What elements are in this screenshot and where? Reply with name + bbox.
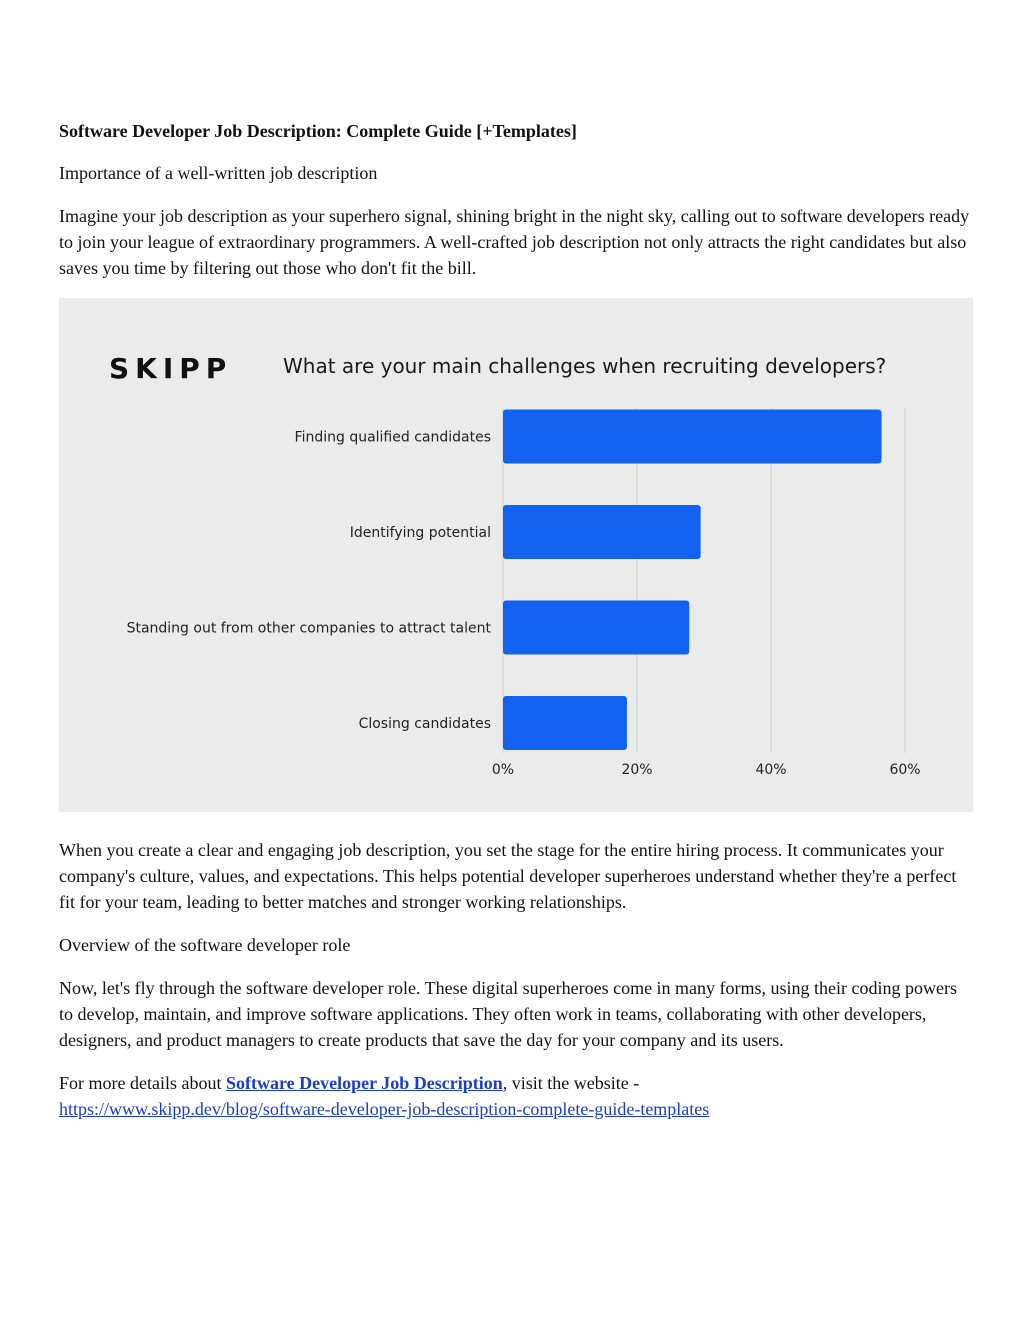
more-details-suffix: , visit the website - bbox=[502, 1073, 640, 1093]
bar-4 bbox=[503, 696, 627, 750]
document-title: Software Developer Job Description: Complete Guide [+Templates] bbox=[59, 121, 577, 141]
category-label-3: Standing out from other companies to attract talent bbox=[126, 620, 491, 637]
tick-label-20: 20% bbox=[621, 762, 653, 778]
category-label-4: Closing candidates bbox=[358, 716, 491, 732]
paragraph-intro: Imagine your job description as your superhero signal, shining bright in the night sky, calling out to software developers ready to join your league of extraordinary programmers. A well-crafted job description not only attracts the right candidates but also saves you time by filtering out those who don't fit the bill. bbox=[59, 206, 970, 278]
paragraph-overview: Now, let's fly through the software developer role. These digital superheroes come in many forms, using their coding powers to develop, maintain, and improve software applications. They often work in teams, collaborating with other developers, designers, and product managers to create products that save the day for your company and its users. bbox=[59, 978, 958, 1050]
bar-1 bbox=[503, 410, 882, 464]
tick-label-60: 60% bbox=[889, 762, 921, 778]
more-details-line bbox=[59, 1070, 973, 1122]
category-label-1: Finding qualified candidates bbox=[294, 429, 491, 446]
paragraph-clear-description: When you create a clear and engaging job description, you set the stage for the entire hiring process. It communicates your company's culture, values, and expectations. This helps potential developer superheroes understand whether they're a perfect fit for your team, leading to better matches and stronger working relationships. bbox=[59, 840, 957, 912]
chart-title: What are your main challenges when recruiting developers? bbox=[283, 354, 887, 378]
bar-2 bbox=[503, 505, 701, 559]
skipp-logo: SKIPP bbox=[109, 352, 233, 385]
bar-3 bbox=[503, 601, 689, 655]
tick-label-40: 40% bbox=[755, 762, 787, 778]
heading-importance: Importance of a well-written job description bbox=[59, 163, 378, 183]
chart-figure bbox=[59, 298, 973, 812]
heading-overview: Overview of the software developer role bbox=[59, 935, 351, 955]
document-body bbox=[59, 118, 973, 1139]
website-url-link[interactable]: https://www.skipp.dev/blog/software-developer-job-description-complete-guide-templates bbox=[59, 1099, 710, 1119]
category-label-2: Identifying potential bbox=[349, 525, 491, 541]
tick-label-0: 0% bbox=[491, 762, 515, 778]
job-description-link[interactable]: Software Developer Job Description bbox=[225, 1073, 503, 1093]
more-details-prefix: For more details about bbox=[59, 1073, 226, 1093]
chart-svg bbox=[59, 298, 973, 812]
